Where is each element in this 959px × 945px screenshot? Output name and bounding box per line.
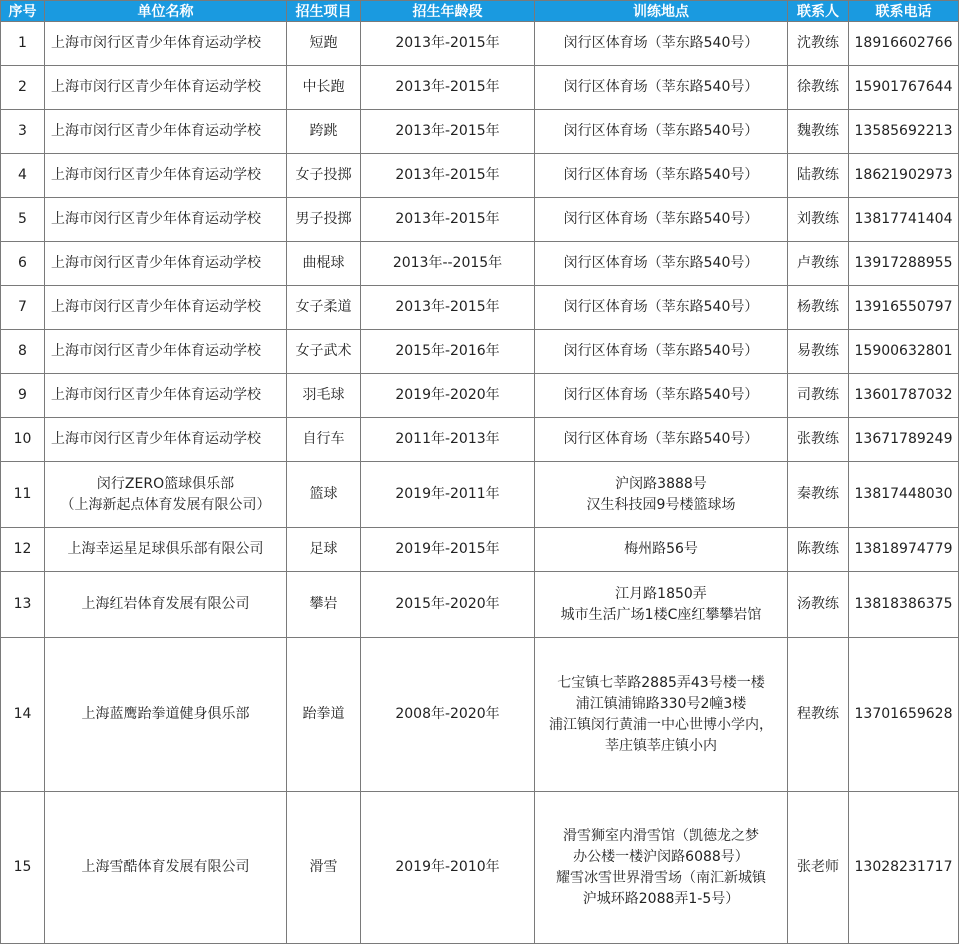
- cell-unit-line: 上海市闵行区青少年体育运动学校: [51, 387, 261, 403]
- cell-location-line: 耀雪冰雪世界滑雪场（南汇新城镇: [556, 869, 766, 886]
- table-row: [1, 418, 959, 462]
- cell-unit-line: 上海幸运星足球俱乐部有限公司: [67, 541, 264, 557]
- cell-contact: 沈教练: [788, 22, 849, 66]
- table-row: [1, 242, 959, 286]
- cell-age: 2013年-2015年: [361, 198, 535, 242]
- cell-location: [535, 286, 788, 330]
- col-header-no: 序号: [1, 1, 45, 22]
- cell-unit-line: 上海蓝鹰跆拳道健身俱乐部: [81, 706, 250, 722]
- cell-program: 中长跑: [287, 66, 361, 110]
- cell-unit-line: 上海市闵行区青少年体育运动学校: [51, 167, 261, 183]
- cell-unit: [45, 330, 287, 374]
- cell-phone: 13817741404: [849, 198, 959, 242]
- cell-contact: 汤教练: [788, 572, 849, 638]
- table-row: [1, 572, 959, 638]
- col-header-age: 招生年龄段: [361, 1, 535, 22]
- cell-location-line: 闵行区体育场（莘东路540号）: [563, 35, 759, 51]
- cell-no: 2: [1, 66, 45, 110]
- cell-location: [535, 528, 788, 572]
- cell-contact: 张教练: [788, 418, 849, 462]
- cell-no: 4: [1, 154, 45, 198]
- cell-no: 6: [1, 242, 45, 286]
- cell-age: 2011年-2013年: [361, 418, 535, 462]
- cell-phone: 13701659628: [849, 638, 959, 792]
- cell-age: 2019年-2020年: [361, 374, 535, 418]
- cell-no: 8: [1, 330, 45, 374]
- cell-location: [535, 638, 788, 792]
- cell-phone: 13671789249: [849, 418, 959, 462]
- cell-program: 羽毛球: [287, 374, 361, 418]
- cell-contact: 程教练: [788, 638, 849, 792]
- cell-program: 曲棍球: [287, 242, 361, 286]
- cell-contact: 徐教练: [788, 66, 849, 110]
- cell-program: 足球: [287, 528, 361, 572]
- cell-location-line: 滑雪狮室内滑雪馆（凯德龙之梦: [563, 827, 759, 844]
- cell-program: 男子投掷: [287, 198, 361, 242]
- cell-age: 2013年-2015年: [361, 66, 535, 110]
- cell-location-line: 江月路1850弄: [615, 585, 707, 602]
- cell-unit: [45, 638, 287, 792]
- cell-age: 2015年-2016年: [361, 330, 535, 374]
- cell-unit-line: 上海市闵行区青少年体育运动学校: [51, 343, 261, 359]
- cell-program: 篮球: [287, 462, 361, 528]
- cell-unit-line: 上海市闵行区青少年体育运动学校: [51, 123, 261, 139]
- cell-unit-line: 上海市闵行区青少年体育运动学校: [51, 431, 261, 447]
- cell-contact: 陆教练: [788, 154, 849, 198]
- table-row: [1, 66, 959, 110]
- cell-location-line: 闵行区体育场（莘东路540号）: [563, 387, 759, 403]
- table-row: [1, 462, 959, 528]
- cell-contact: 张老师: [788, 792, 849, 944]
- cell-program: 跨跳: [287, 110, 361, 154]
- cell-location: [535, 110, 788, 154]
- cell-contact: 司教练: [788, 374, 849, 418]
- cell-unit: [45, 374, 287, 418]
- col-header-contact: 联系人: [788, 1, 849, 22]
- cell-location: [535, 22, 788, 66]
- cell-contact: 秦教练: [788, 462, 849, 528]
- cell-contact: 杨教练: [788, 286, 849, 330]
- cell-location-line: 梅州路56号: [624, 541, 698, 557]
- cell-phone: 18916602766: [849, 22, 959, 66]
- cell-contact: 易教练: [788, 330, 849, 374]
- cell-unit: [45, 572, 287, 638]
- table-row: [1, 792, 959, 944]
- cell-phone: 15900632801: [849, 330, 959, 374]
- cell-location: [535, 66, 788, 110]
- cell-location-line: 闵行区体育场（莘东路540号）: [563, 123, 759, 139]
- col-header-program: 招生项目: [287, 1, 361, 22]
- table-row: [1, 374, 959, 418]
- cell-unit: [45, 528, 287, 572]
- cell-location-line: 办公楼一楼沪闵路6088号）: [573, 848, 749, 865]
- cell-unit: [45, 154, 287, 198]
- cell-program: 攀岩: [287, 572, 361, 638]
- cell-no: 10: [1, 418, 45, 462]
- cell-no: 13: [1, 572, 45, 638]
- table-body: [1, 22, 959, 944]
- cell-location-line: 浦江镇闵行黄浦一中心世博小学内，: [549, 716, 773, 733]
- cell-unit: [45, 242, 287, 286]
- cell-unit: [45, 462, 287, 528]
- cell-location: [535, 418, 788, 462]
- cell-age: 2013年-2015年: [361, 110, 535, 154]
- cell-location: [535, 462, 788, 528]
- cell-location-line: 七宝镇七莘路2885弄43号楼一楼: [557, 674, 765, 691]
- cell-location: [535, 572, 788, 638]
- cell-location-line: 莘庄镇莘庄镇小内: [605, 737, 717, 754]
- cell-phone: 13818386375: [849, 572, 959, 638]
- cell-age: 2019年-2015年: [361, 528, 535, 572]
- cell-location-line: 城市生活广场1楼C座红攀攀岩馆: [560, 606, 762, 623]
- cell-age: 2013年--2015年: [361, 242, 535, 286]
- cell-location: [535, 330, 788, 374]
- cell-no: 12: [1, 528, 45, 572]
- cell-phone: 13917288955: [849, 242, 959, 286]
- cell-location: [535, 154, 788, 198]
- cell-phone: 13817448030: [849, 462, 959, 528]
- cell-location-line: 闵行区体育场（莘东路540号）: [563, 79, 759, 95]
- cell-location: [535, 374, 788, 418]
- cell-location-line: 汉生科技园9号楼篮球场: [586, 496, 736, 513]
- cell-unit-line: 上海市闵行区青少年体育运动学校: [51, 79, 261, 95]
- cell-no: 5: [1, 198, 45, 242]
- cell-contact: 魏教练: [788, 110, 849, 154]
- table-row: [1, 528, 959, 572]
- cell-age: 2008年-2020年: [361, 638, 535, 792]
- cell-unit: [45, 22, 287, 66]
- cell-contact: 刘教练: [788, 198, 849, 242]
- cell-no: 15: [1, 792, 45, 944]
- cell-unit-line: 上海雪酷体育发展有限公司: [81, 859, 250, 875]
- table-row: [1, 110, 959, 154]
- cell-no: 7: [1, 286, 45, 330]
- cell-phone: 13916550797: [849, 286, 959, 330]
- cell-age: 2019年-2010年: [361, 792, 535, 944]
- cell-no: 14: [1, 638, 45, 792]
- cell-unit: [45, 792, 287, 944]
- cell-program: 女子柔道: [287, 286, 361, 330]
- cell-unit: [45, 418, 287, 462]
- cell-location-line: 闵行区体育场（莘东路540号）: [563, 255, 759, 271]
- cell-age: 2013年-2015年: [361, 154, 535, 198]
- cell-program: 自行车: [287, 418, 361, 462]
- cell-location-line: 闵行区体育场（莘东路540号）: [563, 211, 759, 227]
- cell-phone: 13585692213: [849, 110, 959, 154]
- table-row: [1, 286, 959, 330]
- cell-location-line: 闵行区体育场（莘东路540号）: [563, 431, 759, 447]
- cell-program: 滑雪: [287, 792, 361, 944]
- table-row: [1, 22, 959, 66]
- cell-program: 跆拳道: [287, 638, 361, 792]
- cell-unit: [45, 110, 287, 154]
- cell-age: 2015年-2020年: [361, 572, 535, 638]
- cell-location: [535, 198, 788, 242]
- cell-location-line: 闵行区体育场（莘东路540号）: [563, 167, 759, 183]
- cell-program: 短跑: [287, 22, 361, 66]
- cell-unit: [45, 66, 287, 110]
- cell-program: 女子投掷: [287, 154, 361, 198]
- cell-location-line: 闵行区体育场（莘东路540号）: [563, 343, 759, 359]
- cell-location-line: 沪城环路2088弄1-5号）: [582, 890, 740, 907]
- cell-unit-line: 上海市闵行区青少年体育运动学校: [51, 299, 261, 315]
- cell-unit-line: 闵行ZERO篮球俱乐部: [96, 475, 235, 492]
- col-header-location: 训练地点: [535, 1, 788, 22]
- cell-unit: [45, 286, 287, 330]
- cell-location-line: 浦江镇浦锦路330号2幢3楼: [575, 695, 747, 712]
- table-row: [1, 154, 959, 198]
- cell-no: 1: [1, 22, 45, 66]
- cell-phone: 13028231717: [849, 792, 959, 944]
- cell-no: 3: [1, 110, 45, 154]
- header-row: [1, 1, 959, 22]
- cell-phone: 18621902973: [849, 154, 959, 198]
- cell-location-line: 沪闵路3888号: [615, 475, 707, 492]
- cell-phone: 13601787032: [849, 374, 959, 418]
- cell-age: 2013年-2015年: [361, 22, 535, 66]
- cell-unit-line: 上海市闵行区青少年体育运动学校: [51, 35, 261, 51]
- cell-unit-line: 上海红岩体育发展有限公司: [81, 596, 250, 612]
- col-header-unit: 单位名称: [45, 1, 287, 22]
- cell-unit: [45, 198, 287, 242]
- col-header-phone: 联系电话: [849, 1, 959, 22]
- cell-unit-line: 上海市闵行区青少年体育运动学校: [51, 211, 261, 227]
- cell-contact: 卢教练: [788, 242, 849, 286]
- cell-unit-line: （上海新起点体育发展有限公司）: [60, 496, 271, 513]
- cell-age: 2019年-2011年: [361, 462, 535, 528]
- cell-location: [535, 792, 788, 944]
- cell-no: 11: [1, 462, 45, 528]
- cell-no: 9: [1, 374, 45, 418]
- cell-unit-line: 上海市闵行区青少年体育运动学校: [51, 255, 261, 271]
- cell-age: 2013年-2015年: [361, 286, 535, 330]
- cell-contact: 陈教练: [788, 528, 849, 572]
- cell-phone: 13818974779: [849, 528, 959, 572]
- cell-program: 女子武术: [287, 330, 361, 374]
- table-row: [1, 638, 959, 792]
- cell-phone: 15901767644: [849, 66, 959, 110]
- cell-location-line: 闵行区体育场（莘东路540号）: [563, 299, 759, 315]
- cell-location: [535, 242, 788, 286]
- table-row: [1, 330, 959, 374]
- table-row: [1, 198, 959, 242]
